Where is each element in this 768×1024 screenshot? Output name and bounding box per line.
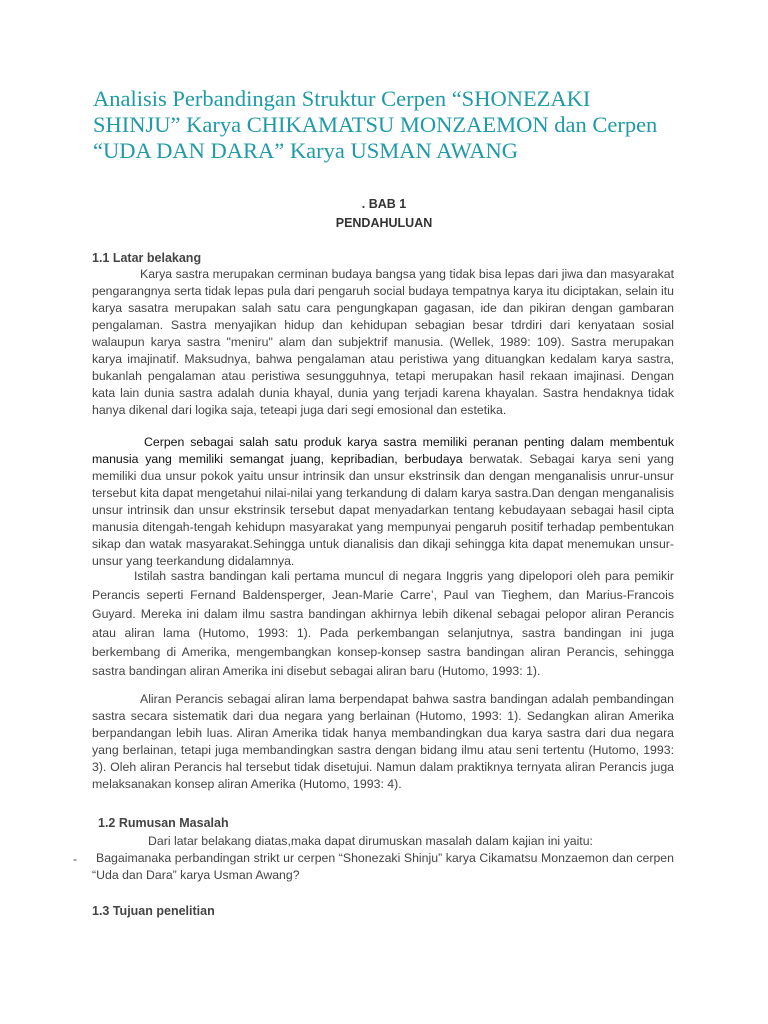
chapter-number: . BAB 1 — [361, 197, 407, 211]
rumusan-intro: Dari latar belakang diatas,maka dapat dirumuskan masalah dalam kajian ini yaitu: — [148, 834, 593, 848]
section-heading-rumusan-masalah: 1.2 Rumusan Masalah — [98, 816, 229, 830]
chapter-title: PENDAHULUAN — [335, 216, 433, 230]
paragraph-latar-2-emphasis: Cerpen sebagai salah satu produk karya sastra memiliki peranan penting dalam membentuk manusia yang memiliki semangat juang, kepribadian, berbudaya — [92, 435, 674, 466]
paragraph-latar-2-rest: berwatak. Sebagai karya seni yang memiliki dua unsur pokok yaitu unsur intrinsik dan unsur ekstrinsik dan dengan menganalisis unrur-unsur tersebut kita dapat mengetahui nilai-nilai yang terkandung di dalam karya sastra.Dan dengan menganalisis unsur intrinsik dan unsur ekstrinsik tersebut dapat menyadarkan tentang kebudayaan sebagai hasil cipta manusia ditengah-tengah kehidupn masyarakat yang mempunyai pengaruh positif terhadap pembentukan sikap dan watak masyarakat.Sehingga untuk dianalisis dan dikaji sehingga kita dapat menemukan unsur-unsur yang teerkandung didalamnya. — [92, 452, 674, 568]
section-heading-tujuan-penelitian: 1.3 Tujuan penelitian — [92, 904, 215, 918]
section-heading-latar-belakang: 1.1 Latar belakang — [92, 251, 202, 265]
research-question: Bagaimanaka perbandingan strikt ur cerpen “Shonezaki Shinju” karya Cikamatsu Monzaemon dan cerpen “Uda dan Dara” karya Usman Awang? — [92, 851, 674, 882]
list-bullet: - — [73, 852, 78, 866]
paragraph-latar-3: Istilah sastra bandingan kali pertama muncul di negara Inggris yang dipelopori oleh para pemikir Perancis seperti Fernand Baldensperger, Jean-Marie Carre’, Paul van Tieghem, dan Marius-Francois Guyard. Mereka ini dalam ilmu sastra bandingan akhirnya lebih dikenal sebagai pelopor aliran Perancis atau aliran lama (Hutomo, 1993: 1). Pada perkembangan selanjutnya, sastra bandingan ini juga berkembang di Amerika, mengembangkan konsep-konsep sastra bandingan aliran Perancis, sehingga sastra bandingan aliran Amerika ini disebut sebagai aliran baru (Hutomo, 1993: 1). — [92, 569, 674, 678]
paragraph-latar-4: Aliran Perancis sebagai aliran lama berpendapat bahwa sastra bandingan adalah pembandingan sastra secara sistematik dari dua negara yang berlainan (Hutomo, 1993: 1). Sedangkan aliran Amerika berpandangan lebih luas. Aliran Amerika tidak hanya membandingkan dua karya sastra dari dua negara yang berlainan, tetapi juga membandingkan sastra dengan bidang ilmu atau seni tertentu (Hutomo, 1993: 3). Oleh aliran Perancis hal tersebut tidak disetujui. Namun dalam praktiknya ternyata aliran Perancis juga melaksanakan konsep aliran Amerika (Hutomo, 1993: 4). — [92, 692, 674, 791]
paragraph-latar-1: Karya sastra merupakan cerminan budaya bangsa yang tidak bisa lepas dari jiwa dan masyarakat pengarangnya serta tidak lepas pula dari pengaruh social budaya tempatnya karya itu diciptakan, selain itu karya sasatra merupakan salah satu cara pengungkapan gagasan, ide dan pikiran dengan gambaran pengalaman. Sastra menyajikan hidup dan kehidupan sebagian besar tdrdiri dari kenyataan sosial walaupun karya sastra "meniru" alam dan subjektrif manusia. (Wellek, 1989: 109). Sastra merupakan karya imajinatif. Maksudnya, bahwa pengalaman atau peristiwa yang dituangkan kedalam karya sastra, bukanlah pengalaman atau peristiwa sesungguhnya, tetapi merupakan hasil rekaan imajinasi. Dengan kata lain dunia sastra adalah dunia khayal, dunia yang terjadi karena khayalan. Sastra hendaknya tidak hanya dikenal dari logika saja, teteapi juga dari segi emosional dan estetika. — [92, 267, 674, 417]
document-title: Analisis Perbandingan Struktur Cerpen “SHONEZAKI SHINJU” Karya CHIKAMATSU MONZAEMON dan Cerpen “UDA DAN DARA” Karya USMAN AWANG — [93, 86, 658, 163]
paragraph-latar-2 — [92, 434, 674, 570]
